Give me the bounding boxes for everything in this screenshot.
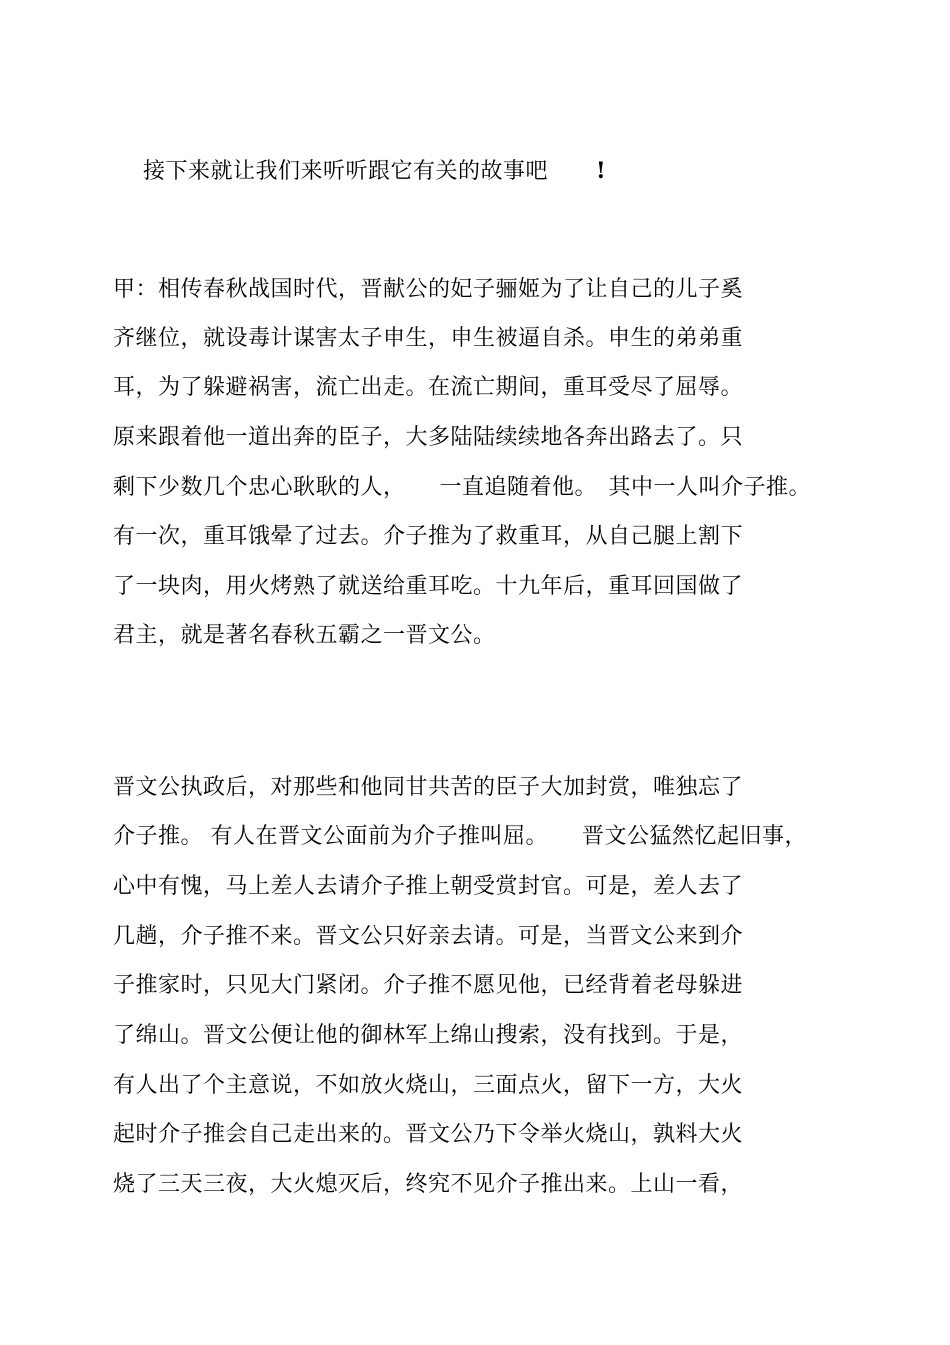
paragraph-2-line: 几趟，介子推不来。晋文公只好亲去请。可是，当晋文公来到介 [113,924,744,949]
paragraph-1-line: 耳，为了躲避祸害，流亡出走。在流亡期间，重耳受尽了屈辱。 [113,375,744,400]
paragraph-1-line: 君主，就是著名春秋五霸之一晋文公。 [113,623,496,648]
paragraph-1-line: 甲：相传春秋战国时代，晋献公的妃子骊姬为了让自己的儿子奚 [113,277,744,302]
paragraph-1-line: 有一次，重耳饿晕了过去。介子推为了救重耳，从自己腿上割下 [113,524,744,549]
paragraph-2-line: 介子推。 有人在晋文公面前为介子推叫屈。 晋文公猛然忆起旧事， [113,824,807,849]
paragraph-2-line: 心中有愧，马上差人去请介子推上朝受赏封官。可是，差人去了 [113,874,744,899]
paragraph-1-line: 了一块肉，用火烤熟了就送给重耳吃。十九年后，重耳回国做了 [113,574,744,599]
paragraph-2-line: 了绵山。晋文公便让他的御林军上绵山搜索，没有找到。于是， [113,1023,744,1048]
paragraph-1-line: 原来跟着他一道出奔的臣子，大多陆陆续续地各奔出路去了。只 [113,425,744,450]
paragraph-2-line: 烧了三天三夜，大火熄灭后，终究不见介子推出来。上山一看， [113,1172,744,1197]
paragraph-1-line: 剩下少数几个忠心耿耿的人， 一直追随着他。 其中一人叫介子推。 [113,475,812,500]
paragraph-2-line: 起时介子推会自己走出来的。晋文公乃下令举火烧山，孰料大火 [113,1122,744,1147]
paragraph-1-line: 齐继位，就设毒计谋害太子申生，申生被逼自杀。申生的弟弟重 [113,326,744,351]
paragraph-2-line: 有人出了个主意说，不如放火烧山，三面点火，留下一方，大火 [113,1073,744,1098]
intro-exclamation: ! [596,158,607,184]
paragraph-2-line: 子推家时，只见大门紧闭。介子推不愿见他，已经背着老母躲进 [113,973,744,998]
intro-line [113,126,607,184]
intro-text: 接下来就让我们来听听跟它有关的故事吧 [142,159,548,184]
paragraph-2-line: 晋文公执政后，对那些和他同甘共苦的臣子大加封赏，唯独忘了 [113,775,744,800]
